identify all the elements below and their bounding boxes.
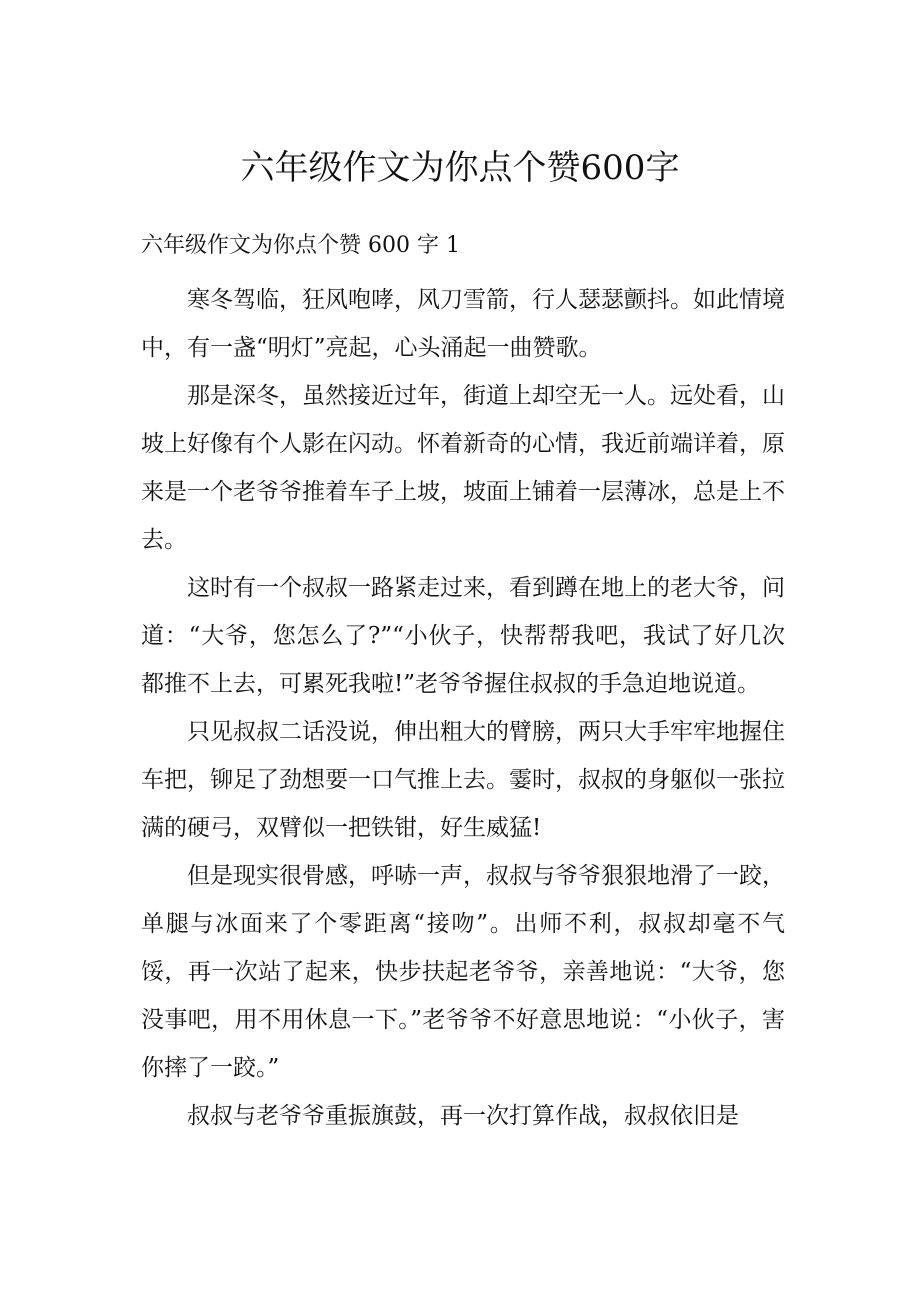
paragraph-5: 但是现实很骨感，呼哧一声，叔叔与爷爷狠狠地滑了一跤，单腿与冰面来了个零距离“接吻”。出师不利，叔叔却毫不气馁，再一次站了起来，快步扶起老爷爷，亲善地说：“大爷，您没事吧，用不用休息一下。”老爷爷不好意思地说：“小伙子，害你摔了一跤。” xyxy=(141,863,785,1081)
paragraph-4: 只见叔叔二话没说，伸出粗大的臂膀，两只大手牢牢地握住车把，铆足了劲想要一口气推上去。霎时，叔叔的身躯似一张拉满的硬弓，双臂似一把铁钳，好生威猛! xyxy=(141,719,785,841)
document-body xyxy=(141,276,785,1140)
document-subtitle: 六年级作文为你点个赞 600 字 1 xyxy=(141,233,460,258)
paragraph-3: 这时有一个叔叔一路紧走过来，看到蹲在地上的老大爷，问道：“大爷，您怎么了?”“小伙子，快帮帮我吧，我试了好几次都推不上去，可累死我啦!”老爷爷握住叔叔的手急迫地说道。 xyxy=(141,575,785,697)
paragraph-2: 那是深冬，虽然接近过年，街道上却空无一人。远处看，山坡上好像有个人影在闪动。怀着新奇的心情，我近前端详着，原来是一个老爷爷推着车子上坡，坡面上铺着一层薄冰，总是上不去。 xyxy=(141,383,785,553)
paragraph-1: 寒冬驾临，狂风咆哮，风刀雪箭，行人瑟瑟颤抖。如此情境中，有一盏“明灯”亮起，心头涌起一曲赞歌。 xyxy=(141,287,785,361)
document-title: 六年级作文为你点个赞600字 xyxy=(240,148,680,188)
paragraph-6: 叔叔与老爷爷重振旗鼓，再一次打算作战，叔叔依旧是 xyxy=(187,1103,739,1129)
